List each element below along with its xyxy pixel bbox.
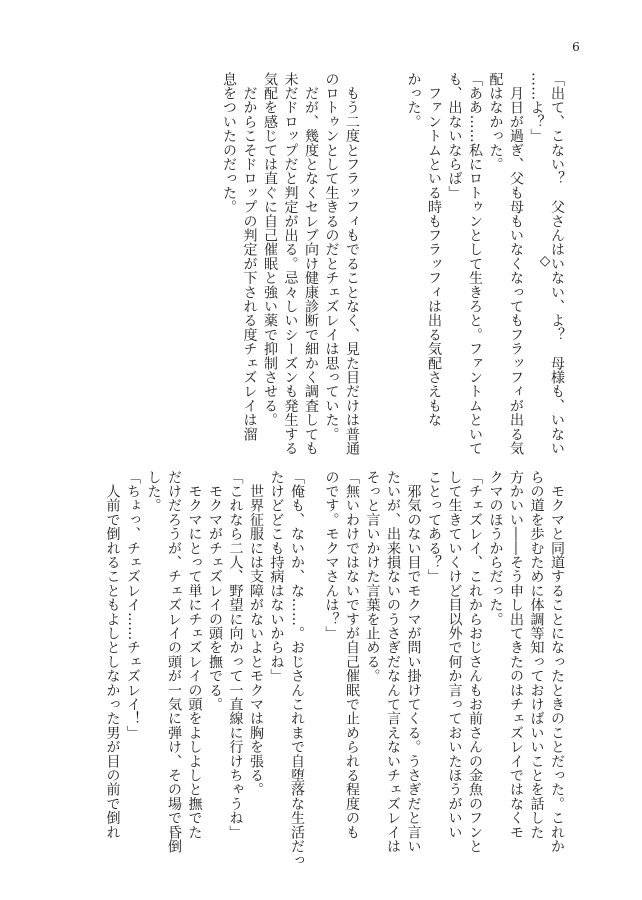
text-line: 方かいい――そう申し出てきたのはチェズレイではなくモ bbox=[508, 470, 524, 840]
text-line: のです。モクマさんは？」 bbox=[323, 470, 340, 641]
text-line: 息をついたのだった。 bbox=[221, 72, 237, 214]
text-line bbox=[362, 72, 383, 412]
text-line: だからこそドロップの判定が下される度チェズレイは溜 bbox=[241, 72, 258, 442]
text-line: した。 bbox=[145, 470, 162, 513]
text-line: ……よ？」 bbox=[528, 72, 545, 143]
text-line: 邪気のない目でモクマが問い掛けてくる。うさぎだと言い bbox=[405, 470, 422, 854]
text-block-lower-right bbox=[321, 470, 567, 854]
text-line: 「チェズレイ、これからおじさんもお前さんの金魚のフンと bbox=[467, 470, 483, 854]
text-line: もう二度とフラッフィもでることなく、見た目だけは普通 bbox=[344, 72, 360, 456]
page-number: 6 bbox=[572, 40, 580, 54]
text-line: かった。 bbox=[405, 72, 422, 129]
text-line: も、出ないならば」 bbox=[446, 72, 463, 200]
text-line: 「これなら二人、野望に向かって一直線に行けちゃうね」 bbox=[227, 470, 244, 840]
text-line: 配はなかった。 bbox=[487, 72, 504, 172]
text-line: 「ちょっ、チェズレイ……チェズレイ！」 bbox=[125, 470, 141, 740]
text-line: だけだろうが、チェズレイの頭が一気に弾け、その場で昏倒 bbox=[166, 470, 182, 854]
text-line: たけどどこも持病はないからね」 bbox=[268, 470, 285, 683]
text-line: 「俺も、ないか、な……。おじさんこれまで自堕落な生活だっ bbox=[289, 470, 305, 868]
text-line: ことってある？」 bbox=[426, 470, 442, 584]
text-line: 「ああ……私にロトゥンとして生きろと。ファントムといて bbox=[467, 72, 483, 456]
text-block-upper bbox=[219, 72, 568, 456]
text-line: たいが、出来損ないのうさぎだなんて言えないチェズレイは bbox=[385, 470, 401, 854]
text-line: 月日が過ぎ、父も母もいなくなってもフラッフィが出る気 bbox=[508, 72, 524, 456]
text-line: そっと言いかけた言葉を止める。 bbox=[364, 470, 381, 683]
text-line: 世界征服には支障がないよとモクマは胸を張る。 bbox=[248, 470, 264, 797]
text-line: 気配を感じては直ぐに自己催眠と強い薬で抑制させる。 bbox=[262, 72, 278, 427]
text-block-lower-left bbox=[102, 470, 307, 868]
text-line: モクマと同道することになったときのことだった。これか bbox=[549, 470, 565, 854]
text-line bbox=[383, 72, 404, 412]
text-line: ファントムといる時もフラッフィは出る気配さえもな bbox=[426, 72, 442, 427]
text-line: 未だドロップだと判定が出る。忌々しいシーズンも発生する bbox=[282, 72, 299, 456]
text-line: モクマにとって単にチェズレイの頭をよしよしと撫でた bbox=[186, 470, 203, 840]
scene-break-diamond: ◇ bbox=[539, 253, 551, 269]
text-line: 「出て、こない？ 父さんはいない、よ？ 母様も、いない bbox=[549, 72, 565, 456]
text-line: のロトゥンとして生きるのだとチェズレイは思っていた。 bbox=[323, 72, 340, 442]
text-line: して生きていくけど目以外で何か言っておいたほうがいい bbox=[446, 470, 463, 840]
text-line: クマのほうからだった。 bbox=[487, 470, 504, 627]
text-line: だが、幾度となくセレブ向け健康診断で細かく調査しても bbox=[303, 72, 319, 456]
text-line: らの道を歩むために体調等知っておけばいいことを話した bbox=[528, 470, 545, 840]
text-line: 「無いわけではないですが自己催眠で止められる程度のも bbox=[344, 470, 360, 840]
text-line: 人前で倒れることもよしとしなかった男が目の前で倒れ bbox=[104, 470, 121, 840]
text-line: モクマがチェズレイの頭を撫でる。 bbox=[207, 470, 223, 712]
